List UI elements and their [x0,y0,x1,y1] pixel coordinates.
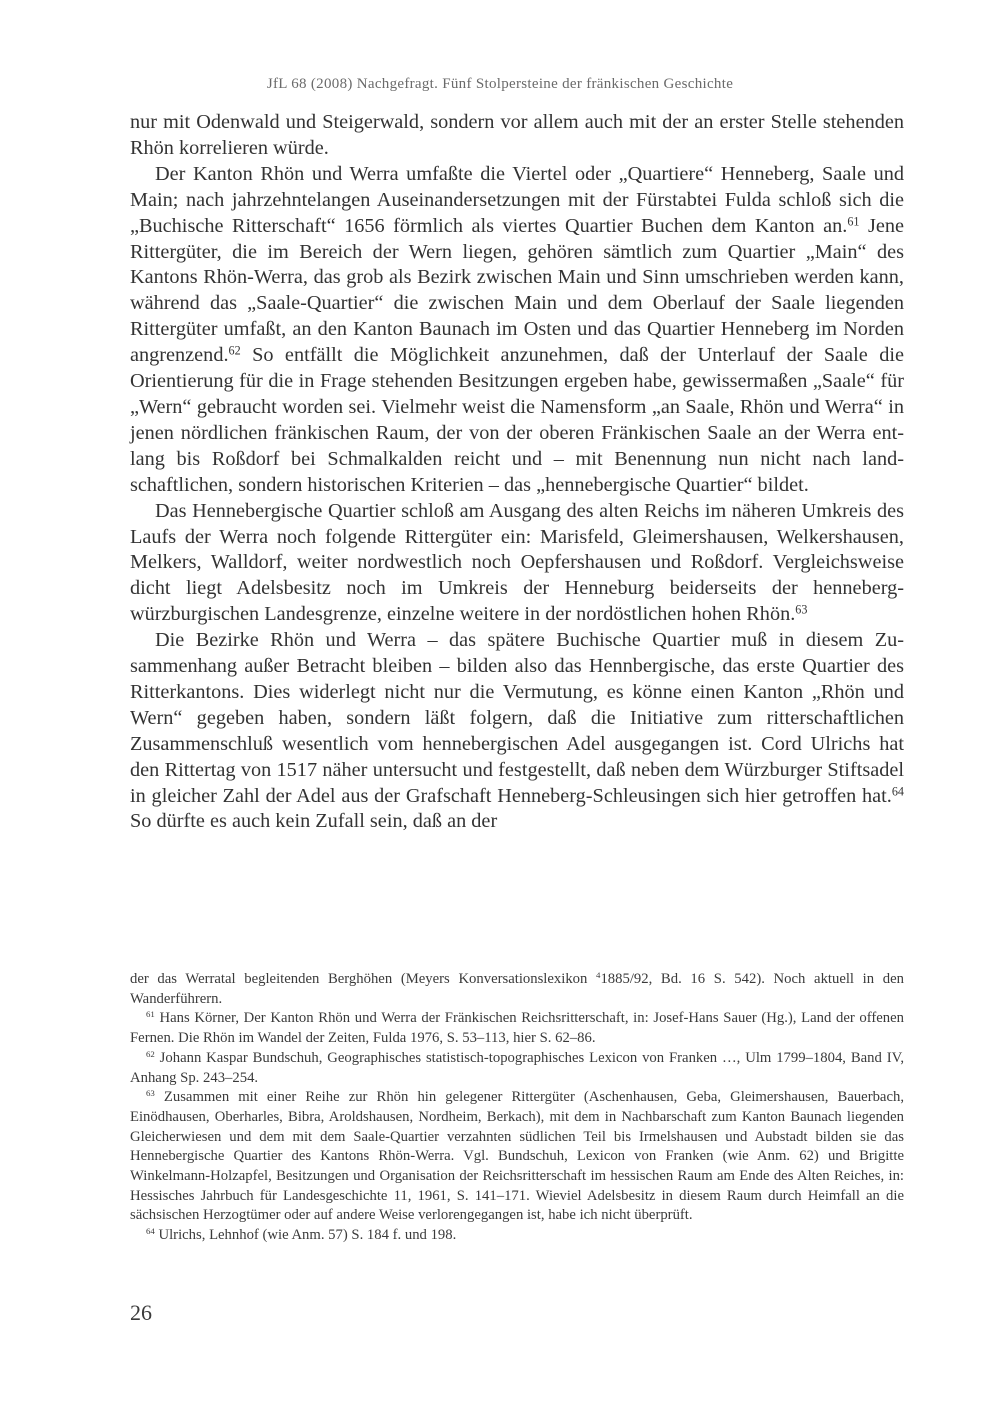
footnote-ref-62[interactable]: 62 [228,343,241,358]
paragraph-1-text: nur mit Odenwald und Steigerwald, sondern vor allem auch mit der an erster Stelle stehenden Rhön korrelieren würde. [130,111,904,159]
footnote-continuation-text-b: 1885/92, Bd. 16 S. 542). Noch aktuell in den Wanderführern. [130,971,904,1007]
paragraph-2-text-c: So entfällt die Möglichkeit anzunehmen, daß der Unterlauf der Saale die Orientierung für die in Frage stehenden Besitzungen ergeben habe, gewissermaßen „Saale“ für „Wern“ gebraucht worden sei. Vielmehr weist die Namensform „an Saale, Rhön und Werra“ in jenen nördlichen fränkischen Raum, der von der oberen Fränkischen Saale an der Werra entlang bis Roßdorf bei Schmalkalden reicht und – mit Benennung nun nicht nach landschaftlichen, sondern historischen Kriterien – das „hennebergische Quartier“ bildet. [130,344,904,496]
footnote-62-text: Johann Kaspar Bundschuh, Geographisches statistisch-topographisches Lexicon von Franken …, Ulm 1799–1804, Band IV, Anhang Sp. 243–254. [130,1049,904,1086]
footnote-ref-63[interactable]: 63 [795,602,808,617]
paragraph-3-text: Das Hennebergische Quartier schloß am Ausgang des alten Reichs im näheren Umkreis des Laufs der Werra noch folgende Rittergüter ein: Marisfeld, Gleimershausen, Welkershausen, Melkers, Walldorf, weiter nordwestlich noch Oepfershausen und Roßdorf. Vergleichsweise dicht liegt Adelsbesitz noch im Umkreis der Henneburg beiderseits der henneberg-würzburgischen Landesgrenze, einzelne weitere in der nordöstlichen hohen Rhön. [130,499,904,626]
footnote-61 [130,1009,904,1048]
footnote-continuation-text-a: der das Werratal begleitenden Berghöhen (Meyers Konversationslexikon [130,971,597,987]
footnote-ref-61[interactable]: 61 [847,213,860,228]
footnote-number-64: 64 [146,1226,155,1237]
paragraph-3 [130,499,904,629]
footnote-63-text: Zusammen mit einer Reihe zur Rhön hin gelegener Rittergüter (Aschenhausen, Geba, Gleimershausen, Bauerbach, Einödhausen, Oberharles, Bibra, Aroldshausen, Nordheim, Berkach), mit dem in Nachbarschaft zum Kanton Baunach liegenden Gleicherwiesen und dem mit dem Saale-Quartier verzahnten südlichen Teil bis Irmelshausen und Aubstadt bilden sie das Hennebergische Quartier des Kantons Rhön-Werra. Vgl. Bundschuh, Lexicon von Franken (wie Anm. 62) und Brigitte Winkelmann-Holzapfel, Besitzungen und Organisation der Reichsritterschaft im hessischen Raum am Ende des Alten Reiches, in: Hessisches Jahrbuch für Landesgeschichte 11, 1961, S. 141–171. Wieviel Adelsbesitz in diesem Raum durch Heimfall an die sächsischen Herzogtümer oder auf andere Weise verlorengegangen ist, habe ich nicht überprüft. [130,1089,904,1224]
main-text [130,110,904,835]
page-number: 26 [130,1300,152,1325]
paragraph-4-text-b: So dürfte es auch kein Zufall sein, daß an der [130,810,498,833]
footnote-62 [130,1049,904,1088]
footnote-64-text: Ulrichs, Lehnhof (wie Anm. 57) S. 184 f. und 198. [154,1227,457,1244]
footnote-number-62: 62 [146,1048,155,1059]
paragraph-4 [130,628,904,835]
footnote-64 [130,1226,904,1246]
paragraph-1 [130,110,904,162]
edition-superscript: 4 [596,970,601,981]
paragraph-4-text-a: Die Bezirke Rhön und Werra – das spätere Buchische Quartier muß in diesem Zusammenhang außer Betracht bleiben – bilden also das Hennbergische, das erste Quartier des Ritterkantons. Dies widerlegt nicht nur die Vermutung, es könne einen Kanton „Rhön und Wern“ gegeben haben, sondern läßt folgern, daß die Initiative zum ritterschaftlichen Zusammenschluß wesentlich vom hennebergischen Adel ausgegangen ist. Cord Ulrichs hat den Rittertag von 1517 näher untersucht und festgestellt, daß neben dem Würzburger Stiftsadel in gleicher Zahl der Adel aus der Grafschaft Henneberg-Schleusingen sich hier getroffen hat. [130,629,904,807]
footnote-61-text: Hans Körner, Der Kanton Rhön und Werra der Fränkischen Reichsritterschaft, in: Josef-Hans Sauer (Hg.), Land der offenen Fernen. Die Rhön im Wandel der Zeiten, Fulda 1976, S. 53–113, hier S. 62–86. [130,1010,904,1047]
paragraph-2-text-b: Jene Rittergüter, die im Bereich der Wern liegen, gehören sämtlich zum Quartier „Main“ des Kantons Rhön-Werra, das grob als Bezirk zwischen Main und Sinn umschrieben werden kann, während das „Saale-Quartier“ die zwischen Main und dem Oberlauf der Saale liegenden Rittergüter umfaßt, an den Kanton Baunach im Osten und das Quartier Henneberg im Norden angrenzend. [130,214,904,367]
paragraph-2-text-a: Der Kanton Rhön und Werra umfaßte die Viertel oder „Quartiere“ Henneberg, Saale und Main; nach jahrzehntelangen Auseinandersetzungen mit der Fürstabtei Fulda schloß sich die „Buchische Ritterschaft“ 1656 förmlich als viertes Quartier Buchen dem Kanton an. [130,162,904,237]
footnote-number-63: 63 [146,1088,155,1099]
paragraph-2 [130,162,904,499]
footnote-ref-64[interactable]: 64 [891,783,904,798]
footnote-number-61: 61 [146,1009,155,1020]
footnotes [130,970,904,1246]
footnote-63 [130,1088,904,1226]
running-head: JfL 68 (2008) Nachgefragt. Fünf Stolpersteine der fränkischen Geschichte [266,76,734,92]
footnote-continuation [130,970,904,1009]
